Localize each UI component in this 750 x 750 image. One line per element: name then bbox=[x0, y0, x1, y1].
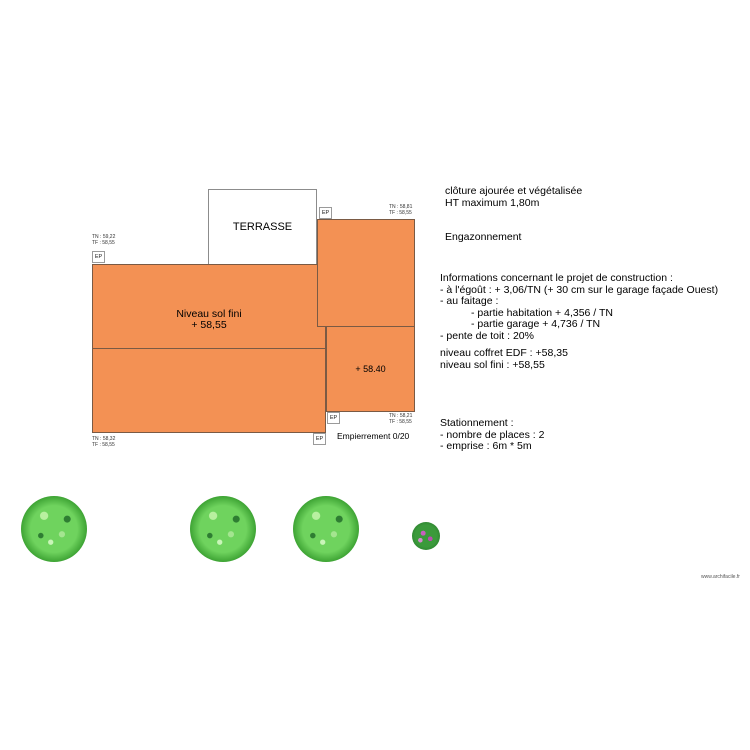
level-annotation-bottom-right: TN : 58,21 TF : 58,55 bbox=[389, 413, 413, 425]
garage-level-label: + 58.40 bbox=[355, 364, 386, 374]
levels-info: niveau coffret EDF : +58,35 niveau sol fini : +58,55 bbox=[440, 347, 568, 371]
tree-icon bbox=[190, 496, 256, 562]
ep-marker-west: EP bbox=[92, 251, 105, 263]
level-annotation-top-right: TN : 58,81 TF : 58,55 bbox=[389, 204, 413, 216]
parking-info: Stationnement : - nombre de places : 2 - emprise : 6m * 5m bbox=[440, 417, 545, 452]
ep-marker-south: EP bbox=[313, 433, 326, 445]
level-annotation-top-left: TN : 59,22 TF : 58,55 bbox=[92, 234, 116, 246]
terrace bbox=[208, 189, 317, 265]
house-block-lower bbox=[92, 348, 326, 433]
fence-note: clôture ajourée et végétalisée HT maximum 1,80m bbox=[445, 185, 583, 209]
main-floor-level-label bbox=[92, 309, 326, 331]
ep-marker-east: EP bbox=[327, 412, 340, 424]
terrace-label: TERRASSE bbox=[232, 221, 293, 233]
watermark: www.archifacile.fr bbox=[701, 574, 740, 580]
gravel-label: Empierrement 0/20 bbox=[337, 431, 410, 441]
garage-block bbox=[326, 326, 415, 412]
floor-level-title: Niveau sol fini bbox=[176, 308, 242, 320]
lawn-note: Engazonnement bbox=[445, 231, 522, 243]
flowering-shrub-icon bbox=[412, 522, 440, 550]
house-block-upper bbox=[92, 264, 326, 350]
tree-icon bbox=[21, 496, 87, 562]
floor-level-value: + 58,55 bbox=[191, 319, 227, 331]
construction-info: Informations concernant le projet de construction : - à l'égoût : + 3,06/TN (+ 30 cm sur le garage façade Ouest) - au faitage : - partie habitation + 4,356 / TN - partie garage + 4,736 / TN - pente de toit : 20% bbox=[440, 272, 719, 342]
house-block-northeast bbox=[317, 219, 415, 327]
level-annotation-bottom-left: TN : 58,32 TF : 58,55 bbox=[92, 436, 116, 448]
tree-icon bbox=[293, 496, 359, 562]
ep-marker-north: EP bbox=[319, 207, 332, 219]
